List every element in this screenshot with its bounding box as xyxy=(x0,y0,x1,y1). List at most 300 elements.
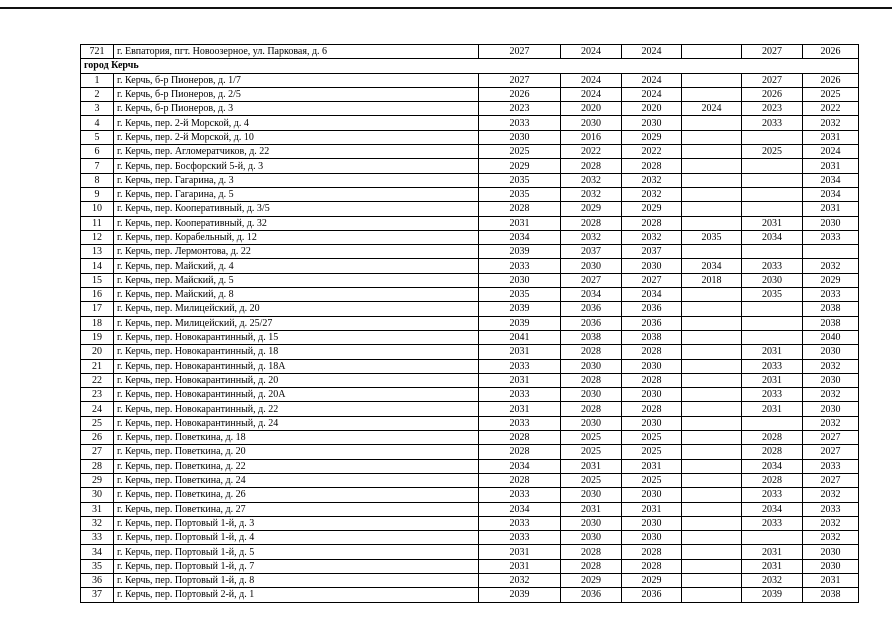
year-cell: 2029 xyxy=(622,202,682,216)
year-cell: 2024 xyxy=(622,87,682,101)
year-cell: 2030 xyxy=(479,130,561,144)
row-address: г. Керчь, пер. Агломератчиков, д. 22 xyxy=(114,145,479,159)
table-row xyxy=(81,159,859,173)
year-cell: 2031 xyxy=(479,559,561,573)
year-cell xyxy=(682,73,742,87)
row-number: 37 xyxy=(81,588,114,602)
year-cell: 2016 xyxy=(561,130,622,144)
year-cell: 2035 xyxy=(479,288,561,302)
year-cell: 2026 xyxy=(803,45,859,59)
row-address: г. Керчь, б-р Пионеров, д. 1/7 xyxy=(114,73,479,87)
year-cell xyxy=(742,159,803,173)
year-cell: 2028 xyxy=(622,159,682,173)
year-cell: 2024 xyxy=(803,145,859,159)
table-row xyxy=(81,73,859,87)
year-cell: 2027 xyxy=(622,273,682,287)
row-address: г. Керчь, пер. Новокарантинный, д. 22 xyxy=(114,402,479,416)
year-cell: 2028 xyxy=(479,431,561,445)
row-number: 21 xyxy=(81,359,114,373)
year-cell: 2037 xyxy=(622,245,682,259)
table-row xyxy=(81,416,859,430)
year-cell xyxy=(682,330,742,344)
year-cell: 2032 xyxy=(561,173,622,187)
year-cell: 2028 xyxy=(479,445,561,459)
year-cell: 2033 xyxy=(479,516,561,530)
year-cell: 2031 xyxy=(479,373,561,387)
year-cell: 2034 xyxy=(742,502,803,516)
year-cell: 2031 xyxy=(742,559,803,573)
year-cell: 2027 xyxy=(742,73,803,87)
row-address: г. Евпатория, пгт. Новоозерное, ул. Парковая, д. 6 xyxy=(114,45,479,59)
year-cell xyxy=(682,388,742,402)
year-cell: 2026 xyxy=(742,87,803,101)
table-row xyxy=(81,273,859,287)
year-cell xyxy=(682,316,742,330)
row-number: 33 xyxy=(81,531,114,545)
table-row xyxy=(81,330,859,344)
year-cell: 2041 xyxy=(479,330,561,344)
year-cell xyxy=(682,288,742,302)
year-cell: 2025 xyxy=(742,145,803,159)
year-cell xyxy=(742,173,803,187)
top-border-line xyxy=(0,7,892,9)
year-cell: 2031 xyxy=(742,345,803,359)
year-cell: 2031 xyxy=(622,502,682,516)
year-cell xyxy=(742,416,803,430)
row-address: г. Керчь, пер. 2-й Морской, д. 10 xyxy=(114,130,479,144)
year-cell: 2028 xyxy=(622,216,682,230)
year-cell: 2037 xyxy=(561,245,622,259)
year-cell: 2025 xyxy=(479,145,561,159)
year-cell: 2024 xyxy=(622,45,682,59)
year-cell: 2033 xyxy=(742,516,803,530)
year-cell: 2032 xyxy=(803,259,859,273)
year-cell: 2030 xyxy=(622,359,682,373)
year-cell: 2023 xyxy=(742,102,803,116)
year-cell xyxy=(682,431,742,445)
year-cell: 2025 xyxy=(622,431,682,445)
year-cell: 2028 xyxy=(622,559,682,573)
table-row xyxy=(81,202,859,216)
year-cell xyxy=(742,302,803,316)
row-number: 10 xyxy=(81,202,114,216)
year-cell: 2031 xyxy=(803,159,859,173)
year-cell: 2028 xyxy=(561,373,622,387)
year-cell xyxy=(682,116,742,130)
year-cell: 2025 xyxy=(803,87,859,101)
year-cell: 2024 xyxy=(561,73,622,87)
row-number: 17 xyxy=(81,302,114,316)
row-address: г. Керчь, пер. Портовый 1-й, д. 5 xyxy=(114,545,479,559)
table-row xyxy=(81,316,859,330)
year-cell xyxy=(682,187,742,201)
year-cell: 2039 xyxy=(742,588,803,602)
year-cell: 2030 xyxy=(561,116,622,130)
year-cell: 2039 xyxy=(479,316,561,330)
year-cell: 2031 xyxy=(742,216,803,230)
year-cell: 2030 xyxy=(622,116,682,130)
year-cell: 2022 xyxy=(803,102,859,116)
table-row xyxy=(81,359,859,373)
row-number: 13 xyxy=(81,245,114,259)
year-cell: 2036 xyxy=(561,302,622,316)
year-cell: 2034 xyxy=(742,459,803,473)
year-cell: 2038 xyxy=(622,330,682,344)
year-cell: 2033 xyxy=(742,388,803,402)
year-cell: 2022 xyxy=(561,145,622,159)
year-cell: 2036 xyxy=(561,316,622,330)
year-cell: 2030 xyxy=(622,488,682,502)
year-cell: 2025 xyxy=(561,473,622,487)
year-cell: 2030 xyxy=(803,545,859,559)
year-cell: 2030 xyxy=(561,259,622,273)
table-row xyxy=(81,87,859,101)
year-cell: 2033 xyxy=(479,416,561,430)
year-cell: 2039 xyxy=(479,245,561,259)
row-address: г. Керчь, пер. Поветкина, д. 26 xyxy=(114,488,479,502)
table-row xyxy=(81,431,859,445)
year-cell: 2033 xyxy=(479,116,561,130)
year-cell: 2031 xyxy=(479,216,561,230)
year-cell: 2029 xyxy=(479,159,561,173)
year-cell: 2030 xyxy=(803,373,859,387)
row-address: г. Керчь, пер. Новокарантинный, д. 20А xyxy=(114,388,479,402)
year-cell: 2032 xyxy=(622,230,682,244)
year-cell: 2031 xyxy=(479,402,561,416)
year-cell xyxy=(682,502,742,516)
year-cell: 2030 xyxy=(479,273,561,287)
row-number: 32 xyxy=(81,516,114,530)
year-cell: 2030 xyxy=(803,216,859,230)
row-number: 15 xyxy=(81,273,114,287)
year-cell: 2025 xyxy=(561,431,622,445)
section-title: город Керчь xyxy=(81,59,859,73)
year-cell xyxy=(803,245,859,259)
year-cell: 2034 xyxy=(742,230,803,244)
row-number: 31 xyxy=(81,502,114,516)
year-cell: 2030 xyxy=(622,388,682,402)
year-cell: 2028 xyxy=(622,402,682,416)
year-cell: 2032 xyxy=(479,573,561,587)
year-cell: 2028 xyxy=(622,545,682,559)
row-number: 721 xyxy=(81,45,114,59)
year-cell: 2031 xyxy=(803,573,859,587)
year-cell xyxy=(682,145,742,159)
table-row xyxy=(81,459,859,473)
year-cell: 2030 xyxy=(561,488,622,502)
row-address: г. Керчь, пер. Майский, д. 4 xyxy=(114,259,479,273)
table-row xyxy=(81,216,859,230)
year-cell: 2039 xyxy=(479,588,561,602)
table-row xyxy=(81,588,859,602)
year-cell: 2031 xyxy=(561,459,622,473)
year-cell xyxy=(682,445,742,459)
table-row xyxy=(81,373,859,387)
row-address: г. Керчь, пер. Босфорский 5-й, д. 3 xyxy=(114,159,479,173)
year-cell: 2034 xyxy=(479,459,561,473)
year-cell xyxy=(682,545,742,559)
year-cell: 2032 xyxy=(803,359,859,373)
year-cell: 2033 xyxy=(742,116,803,130)
year-cell: 2033 xyxy=(479,388,561,402)
year-cell: 2028 xyxy=(561,559,622,573)
year-cell xyxy=(742,316,803,330)
table-row xyxy=(81,288,859,302)
table-row xyxy=(81,488,859,502)
year-cell: 2036 xyxy=(622,588,682,602)
row-address: г. Керчь, пер. Портовый 1-й, д. 8 xyxy=(114,573,479,587)
year-cell: 2031 xyxy=(479,545,561,559)
year-cell: 2031 xyxy=(622,459,682,473)
table-row xyxy=(81,345,859,359)
row-number: 24 xyxy=(81,402,114,416)
row-number: 3 xyxy=(81,102,114,116)
year-cell: 2032 xyxy=(742,573,803,587)
year-cell: 2034 xyxy=(803,187,859,201)
year-cell: 2030 xyxy=(622,259,682,273)
year-cell: 2039 xyxy=(479,302,561,316)
year-cell xyxy=(682,173,742,187)
year-cell: 2033 xyxy=(803,459,859,473)
table-row xyxy=(81,116,859,130)
year-cell xyxy=(682,359,742,373)
year-cell: 2029 xyxy=(561,573,622,587)
year-cell: 2035 xyxy=(479,187,561,201)
year-cell: 2024 xyxy=(682,102,742,116)
row-number: 18 xyxy=(81,316,114,330)
year-cell: 2029 xyxy=(803,273,859,287)
row-address: г. Керчь, пер. Милицейский, д. 20 xyxy=(114,302,479,316)
row-address: г. Керчь, пер. Новокарантинный, д. 18А xyxy=(114,359,479,373)
table-row xyxy=(81,230,859,244)
year-cell: 2034 xyxy=(561,288,622,302)
year-cell: 2033 xyxy=(803,288,859,302)
year-cell: 2032 xyxy=(803,488,859,502)
year-cell: 2031 xyxy=(742,545,803,559)
year-cell: 2034 xyxy=(803,173,859,187)
year-cell: 2031 xyxy=(479,345,561,359)
year-cell: 2033 xyxy=(742,359,803,373)
table-row xyxy=(81,259,859,273)
year-cell: 2031 xyxy=(803,202,859,216)
year-cell: 2036 xyxy=(622,316,682,330)
year-cell: 2030 xyxy=(742,273,803,287)
row-address: г. Керчь, пер. Портовый 1-й, д. 4 xyxy=(114,531,479,545)
year-cell: 2031 xyxy=(742,402,803,416)
table-row xyxy=(81,302,859,316)
row-address: г. Керчь, пер. Поветкина, д. 24 xyxy=(114,473,479,487)
row-number: 1 xyxy=(81,73,114,87)
table-row xyxy=(81,388,859,402)
year-cell: 2027 xyxy=(479,73,561,87)
year-cell xyxy=(682,516,742,530)
row-address: г. Керчь, пер. Новокарантинный, д. 20 xyxy=(114,373,479,387)
row-number: 16 xyxy=(81,288,114,302)
year-cell: 2030 xyxy=(803,345,859,359)
year-cell: 2028 xyxy=(479,202,561,216)
table-row xyxy=(81,473,859,487)
row-number: 34 xyxy=(81,545,114,559)
row-number: 2 xyxy=(81,87,114,101)
row-number: 6 xyxy=(81,145,114,159)
year-cell: 2032 xyxy=(622,187,682,201)
year-cell xyxy=(682,459,742,473)
table-row xyxy=(81,445,859,459)
row-number: 7 xyxy=(81,159,114,173)
year-cell xyxy=(682,473,742,487)
table-row xyxy=(81,559,859,573)
row-address: г. Керчь, пер. Кооперативный, д. 32 xyxy=(114,216,479,230)
year-cell: 2027 xyxy=(479,45,561,59)
table-body xyxy=(81,45,859,603)
year-cell: 2028 xyxy=(561,402,622,416)
year-cell: 2020 xyxy=(561,102,622,116)
table-row xyxy=(81,516,859,530)
year-cell: 2029 xyxy=(622,130,682,144)
year-cell: 2028 xyxy=(561,545,622,559)
year-cell: 2032 xyxy=(561,230,622,244)
year-cell: 2024 xyxy=(622,73,682,87)
year-cell xyxy=(682,216,742,230)
year-cell: 2034 xyxy=(682,259,742,273)
year-cell: 2032 xyxy=(803,116,859,130)
table-row xyxy=(81,187,859,201)
table-row xyxy=(81,173,859,187)
row-number: 14 xyxy=(81,259,114,273)
row-number: 12 xyxy=(81,230,114,244)
row-address: г. Керчь, б-р Пионеров, д. 3 xyxy=(114,102,479,116)
year-cell: 2028 xyxy=(742,473,803,487)
year-cell xyxy=(682,488,742,502)
year-cell xyxy=(682,402,742,416)
year-cell xyxy=(682,302,742,316)
year-cell: 2028 xyxy=(742,431,803,445)
row-address: г. Керчь, пер. Поветкина, д. 20 xyxy=(114,445,479,459)
table-row xyxy=(81,531,859,545)
year-cell xyxy=(742,130,803,144)
year-cell: 2028 xyxy=(622,373,682,387)
year-cell: 2033 xyxy=(803,502,859,516)
year-cell: 2038 xyxy=(803,588,859,602)
year-cell: 2030 xyxy=(561,359,622,373)
table-row xyxy=(81,545,859,559)
row-address: г. Керчь, пер. Поветкина, д. 22 xyxy=(114,459,479,473)
section-header-row xyxy=(81,59,859,73)
year-cell: 2032 xyxy=(622,173,682,187)
year-cell: 2028 xyxy=(561,216,622,230)
row-number: 22 xyxy=(81,373,114,387)
year-cell: 2026 xyxy=(479,87,561,101)
year-cell xyxy=(682,416,742,430)
row-address: г. Керчь, пер. Новокарантинный, д. 15 xyxy=(114,330,479,344)
row-number: 19 xyxy=(81,330,114,344)
year-cell xyxy=(682,87,742,101)
year-cell: 2023 xyxy=(479,102,561,116)
year-cell: 2033 xyxy=(803,230,859,244)
row-address: г. Керчь, пер. Корабельный, д. 12 xyxy=(114,230,479,244)
year-cell xyxy=(682,45,742,59)
row-number: 9 xyxy=(81,187,114,201)
row-address: г. Керчь, пер. Милицейский, д. 25/27 xyxy=(114,316,479,330)
year-cell: 2025 xyxy=(622,445,682,459)
year-cell xyxy=(682,130,742,144)
row-address: г. Керчь, пер. Лермонтова, д. 22 xyxy=(114,245,479,259)
row-address: г. Керчь, пер. Поветкина, д. 18 xyxy=(114,431,479,445)
table-row xyxy=(81,245,859,259)
year-cell: 2030 xyxy=(803,559,859,573)
year-cell: 2033 xyxy=(479,531,561,545)
year-cell: 2033 xyxy=(479,359,561,373)
row-number: 27 xyxy=(81,445,114,459)
year-cell: 2027 xyxy=(803,473,859,487)
row-address: г. Керчь, пер. Поветкина, д. 27 xyxy=(114,502,479,516)
year-cell xyxy=(682,159,742,173)
row-number: 8 xyxy=(81,173,114,187)
table-row xyxy=(81,402,859,416)
row-address: г. Керчь, пер. Портовый 2-й, д. 1 xyxy=(114,588,479,602)
year-cell: 2035 xyxy=(742,288,803,302)
year-cell: 2038 xyxy=(803,316,859,330)
year-cell: 2027 xyxy=(742,45,803,59)
year-cell: 2030 xyxy=(561,416,622,430)
year-cell: 2034 xyxy=(622,288,682,302)
row-address: г. Керчь, пер. 2-й Морской, д. 4 xyxy=(114,116,479,130)
year-cell: 2034 xyxy=(479,230,561,244)
year-cell: 2038 xyxy=(803,302,859,316)
year-cell: 2040 xyxy=(803,330,859,344)
row-address: г. Керчь, пер. Майский, д. 8 xyxy=(114,288,479,302)
year-cell xyxy=(682,345,742,359)
year-cell: 2027 xyxy=(803,431,859,445)
year-cell: 2032 xyxy=(803,416,859,430)
year-cell: 2018 xyxy=(682,273,742,287)
year-cell: 2022 xyxy=(622,145,682,159)
row-number: 28 xyxy=(81,459,114,473)
table-row xyxy=(81,130,859,144)
year-cell: 2033 xyxy=(479,488,561,502)
row-address: г. Керчь, пер. Майский, д. 5 xyxy=(114,273,479,287)
year-cell: 2025 xyxy=(561,445,622,459)
year-cell: 2027 xyxy=(561,273,622,287)
row-number: 30 xyxy=(81,488,114,502)
year-cell: 2031 xyxy=(561,502,622,516)
year-cell: 2032 xyxy=(803,516,859,530)
row-address: г. Керчь, пер. Гагарина, д. 5 xyxy=(114,187,479,201)
year-cell: 2032 xyxy=(561,187,622,201)
row-number: 23 xyxy=(81,388,114,402)
year-cell xyxy=(742,245,803,259)
year-cell xyxy=(682,559,742,573)
row-number: 36 xyxy=(81,573,114,587)
year-cell: 2038 xyxy=(561,330,622,344)
year-cell: 2030 xyxy=(561,531,622,545)
year-cell xyxy=(742,531,803,545)
row-number: 20 xyxy=(81,345,114,359)
row-number: 5 xyxy=(81,130,114,144)
year-cell: 2030 xyxy=(803,402,859,416)
year-cell xyxy=(742,187,803,201)
row-address: г. Керчь, б-р Пионеров, д. 2/5 xyxy=(114,87,479,101)
row-address: г. Керчь, пер. Кооперативный, д. 3/5 xyxy=(114,202,479,216)
year-cell: 2028 xyxy=(561,345,622,359)
year-cell: 2035 xyxy=(682,230,742,244)
year-cell: 2033 xyxy=(742,259,803,273)
year-cell: 2034 xyxy=(479,502,561,516)
year-cell: 2031 xyxy=(742,373,803,387)
year-cell xyxy=(682,245,742,259)
year-cell: 2030 xyxy=(561,388,622,402)
year-cell: 2029 xyxy=(622,573,682,587)
